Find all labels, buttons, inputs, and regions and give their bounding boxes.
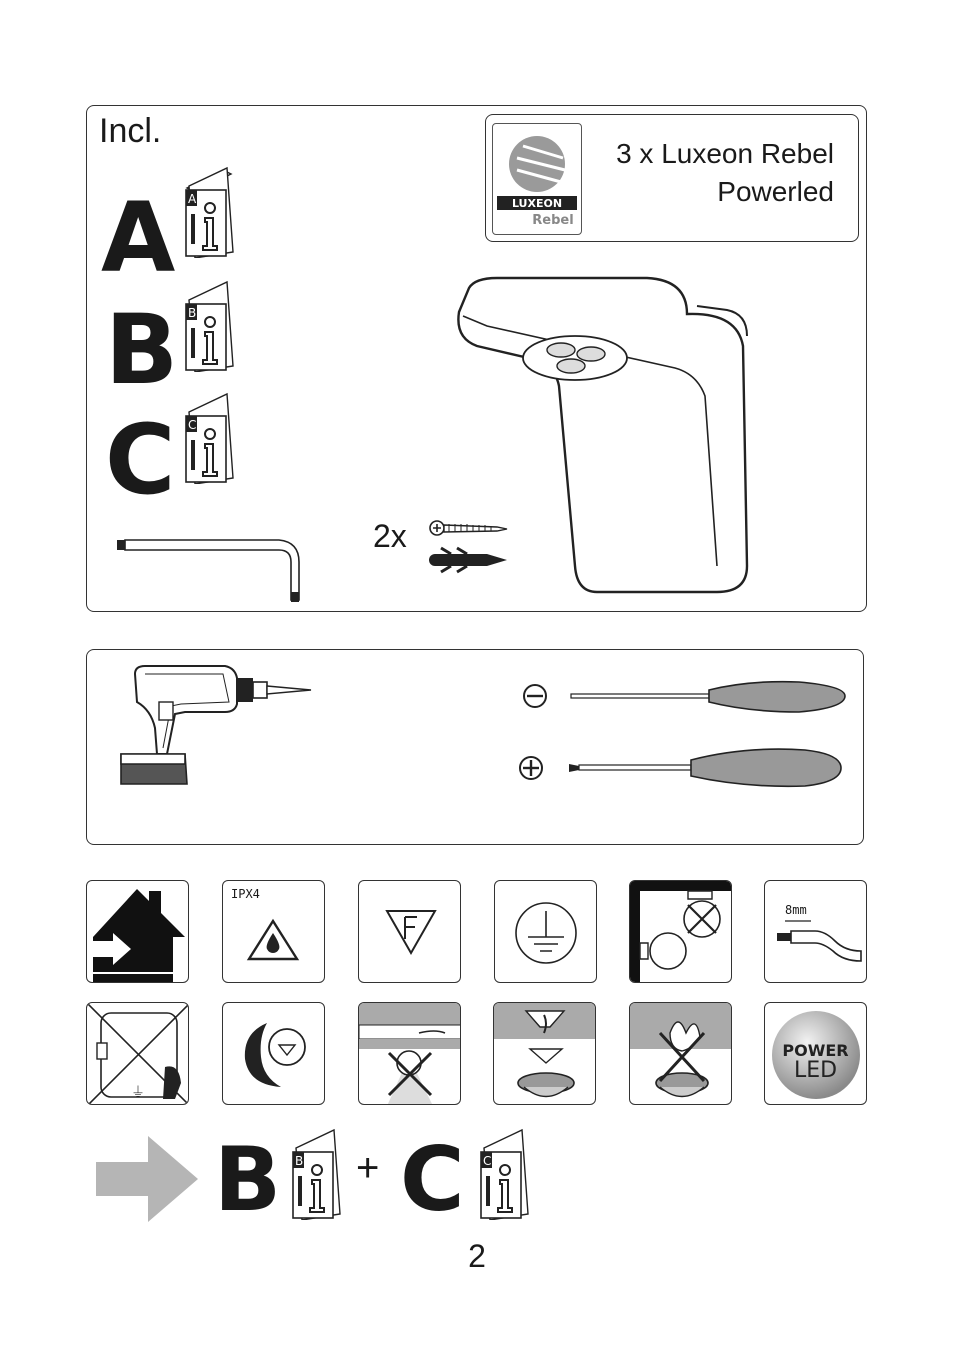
- svg-text:B: B: [295, 1154, 304, 1168]
- luxeon-info-box: [485, 114, 859, 242]
- footer-letter-c: C: [400, 1128, 465, 1231]
- svg-text:A: A: [188, 192, 197, 206]
- luxeon-logo: [492, 123, 582, 235]
- plus-sign: +: [356, 1146, 380, 1190]
- flat-screwdriver-icon: [519, 678, 849, 718]
- phillips-screwdriver-icon: [515, 748, 855, 790]
- no-flammable-cover-icon: [629, 1002, 732, 1105]
- no-ceiling-mount-icon: [629, 880, 732, 983]
- manual-letter-a: A: [101, 182, 176, 294]
- luxeon-line-2: Powerled: [717, 176, 834, 207]
- screw-and-plug-icon: [427, 518, 511, 574]
- earth-ground-icon: [494, 880, 597, 983]
- luxeon-line-1: 3 x Luxeon Rebel: [616, 138, 834, 169]
- included-items-panel: [86, 105, 867, 612]
- svg-text:C: C: [188, 418, 197, 432]
- page-number: 2: [468, 1238, 486, 1274]
- screw-quantity: 2x: [373, 518, 407, 554]
- luxeon-description: [616, 135, 834, 211]
- footer-booklet-c-icon: [478, 1128, 534, 1220]
- manual-booklet-c-icon: [183, 392, 239, 484]
- ipx-rating: IPX4: [231, 887, 260, 901]
- manual-letter-c: C: [105, 404, 176, 516]
- arrow-right-icon: [96, 1136, 200, 1222]
- svg-text:C: C: [483, 1154, 492, 1168]
- hex-key-icon: [113, 530, 305, 606]
- svg-text:Rebel: Rebel: [532, 213, 574, 228]
- led-label: LED: [793, 1058, 838, 1083]
- svg-text:LUXEON: LUXEON: [511, 197, 563, 210]
- strip-length: 8mm: [785, 903, 807, 917]
- manual-letter-b: B: [105, 294, 179, 406]
- svg-text:⏚: ⏚: [131, 1085, 145, 1101]
- required-tools-panel: [86, 649, 864, 845]
- manual-booklet-a-icon: [183, 166, 239, 258]
- dimmer-night-icon: [222, 1002, 325, 1105]
- manual-booklet-b-icon: [183, 280, 239, 372]
- power-led-icon: [764, 1002, 867, 1105]
- footer-booklet-b-icon: [290, 1128, 346, 1220]
- wire-strip-icon: [764, 880, 867, 983]
- ipx4-icon: [222, 880, 325, 983]
- drill-icon: [115, 658, 315, 788]
- no-direct-mount-icon: [86, 1002, 189, 1105]
- included-title: Incl.: [99, 112, 162, 150]
- recessed-fixture-icon: [493, 1002, 596, 1105]
- no-insulation-contact-icon: [358, 1002, 461, 1105]
- svg-text:B: B: [188, 306, 197, 320]
- f-mark-icon: [358, 880, 461, 983]
- indoor-use-icon: [86, 880, 189, 983]
- power-label: POWER: [782, 1041, 849, 1060]
- footer-letter-b: B: [214, 1128, 282, 1231]
